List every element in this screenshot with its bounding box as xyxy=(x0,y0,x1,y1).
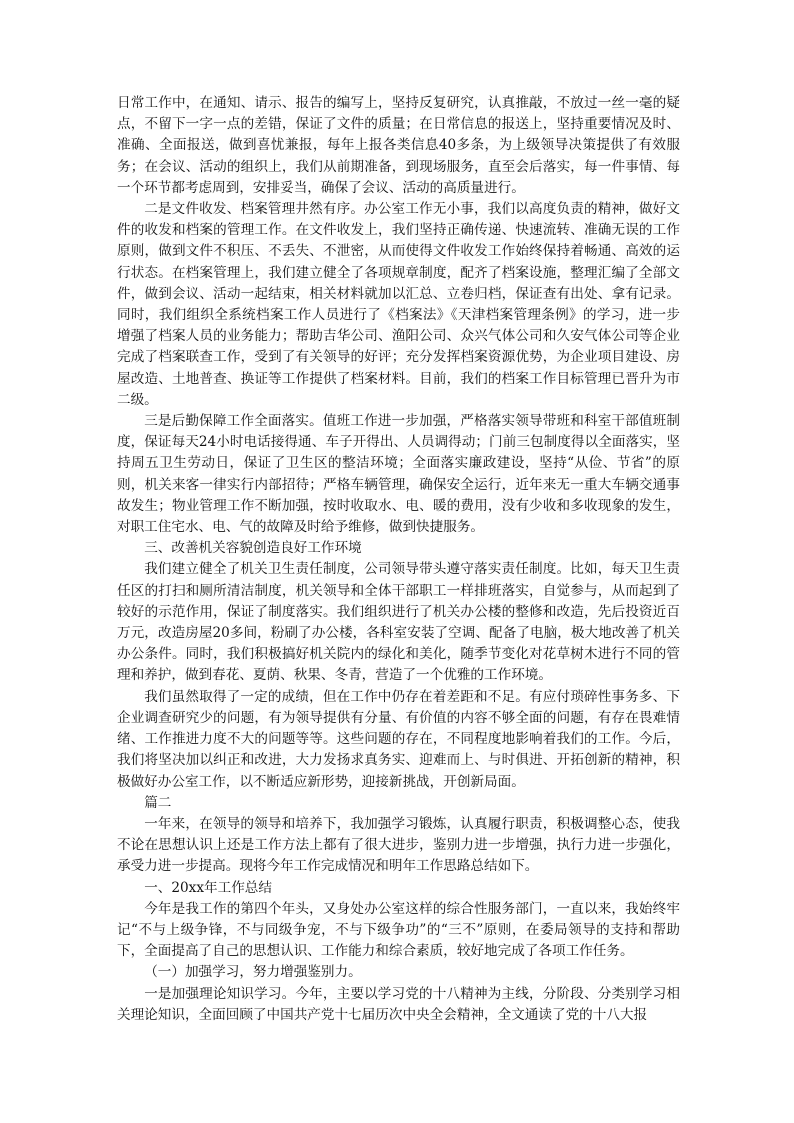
paragraph-body: 一是加强理论知识学习。今年，主要以学习党的十八精神为主线，分阶段、分类别学习相关理论知识，全面回顾了中国共产党十七届历次中央全会精神，全文通读了党的十八大报 xyxy=(117,985,680,1023)
paragraph-body: 一年来，在领导的领导和培养下，我加强学习锻炼，认真履行职责，积极调整心态，使我不论在思想认识上还是工作方法上都有了很大进步，鉴别力进一步增强，执行力进一步强化，承受力进一步提高。现将今年工作完成情况和明年工作思路总结如下。 xyxy=(117,815,680,875)
paragraph-body: 今年是我工作的第四个年头，又身处办公室这样的综合性服务部门，一直以来，我始终牢记“不与上级争锋，不与同级争宠，不与下级争功”的“三不”原则，在委局领导的支持和帮助下，全面提高了自己的思想认识、工作能力和综合素质，较好地完成了各项工作任务。 xyxy=(117,900,680,960)
paragraph-body: 二是文件收发、档案管理井然有序。办公室工作无小事，我们以高度负责的精神，做好文件的收发和档案的管理工作。在文件收发上，我们坚持正确传递、快速流转、准确无误的工作原则，做到文件不积压、不丢失、不泄密，从而使得文件收发工作始终保持着畅通、高效的运行状态。在档案管理上，我们建立健全了各项规章制度，配齐了档案设施，整理汇编了全部文件，做到会议、活动一起结束，相关材料就加以汇总、立卷归档，保证查有出处、拿有记录。同时，我们组织全系统档案工作人员进行了《档案法》《天津档案管理条例》的学习，进一步增强了档案人员的业务能力；帮助吉华公司、渔阳公司、众兴气体公司和久安气体公司等企业完成了档案联查工作，受到了有关领导的好评；充分发挥档案资源优势，为企业项目建设、房屋改造、土地普查、换证等工作提供了档案材料。目前，我们的档案工作目标管理已晋升为市二级。 xyxy=(117,201,680,408)
part-heading: 篇二 xyxy=(144,794,172,811)
document-page xyxy=(117,93,680,1026)
subsection-heading: （一）加强学习，努力增强鉴别力。 xyxy=(144,964,362,981)
paragraph-body: 我们建立健全了机关卫生责任制度，公司领导带头遵守落实责任制度。比如，每天卫生责任区的打扫和厕所清洁制度，机关领导和全体干部职工一样排班落实，自觉参与，从而起到了较好的示范作用，保证了制度落实。我们组织进行了机关办公楼的整修和改造，先后投资近百万元，改造房屋20多间，粉刷了办公楼，各科室安装了空调、配备了电脑，极大地改善了机关办公条件。同时，我们积极搞好机关院内的绿化和美化，随季节变化对花草树木进行不同的管理和养护，做到春花、夏荫、秋果、冬青，营造了一个优雅的工作环境。 xyxy=(117,561,680,684)
section-heading: 一、20xx年工作总结 xyxy=(144,879,272,896)
paragraph-body: 我们虽然取得了一定的成绩，但在工作中仍存在着差距和不足。有应付琐碎性事务多、下企业调查研究少的问题，有为领导提供有分量、有价值的内容不够全面的问题，有存在畏难情绪、工作推进力度不大的问题等等。这些问题的存在，不同程度地影响着我们的工作。今后，我们将坚决加以纠正和改进，大力发扬求真务实、迎难而上、与时俱进、开拓创新的精神，积极做好办公室工作，以不断适应新形势，迎接新挑战，开创新局面。 xyxy=(117,688,680,790)
paragraph-body: 日常工作中，在通知、请示、报告的编写上，坚持反复研究，认真推敲，不放过一丝一毫的疑点，不留下一字一点的差错，保证了文件的质量；在日常信息的报送上，坚持重要情况及时、准确、全面报送，做到喜忧兼报，每年上报各类信息40多条，为上级领导决策提供了有效服务；在会议、活动的组织上，我们从前期准备，到现场服务，直至会后落实，每一件事情、每一个环节都考虑周到，安排妥当，确保了会议、活动的高质量进行。 xyxy=(117,95,680,196)
paragraph-body: 三是后勤保障工作全面落实。值班工作进一步加强，严格落实领导带班和科室干部值班制度，保证每天24小时电话接得通、车子开得出、人员调得动；门前三包制度得以全面落实，坚持周五卫生劳动日，保证了卫生区的整洁环境；全面落实廉政建设，坚持“从俭、节省”的原则，机关来客一律实行内部招待；严格车辆管理，确保安全运行，近年来无一重大车辆交通事故发生；物业管理工作不断加强，按时收取水、电、暖的费用，没有少收和多收现象的发生，对职工住宅水、电、气的故障及时给予维修，做到快捷服务。 xyxy=(117,413,680,536)
section-heading: 三、改善机关容貌创造良好工作环境 xyxy=(144,540,362,557)
